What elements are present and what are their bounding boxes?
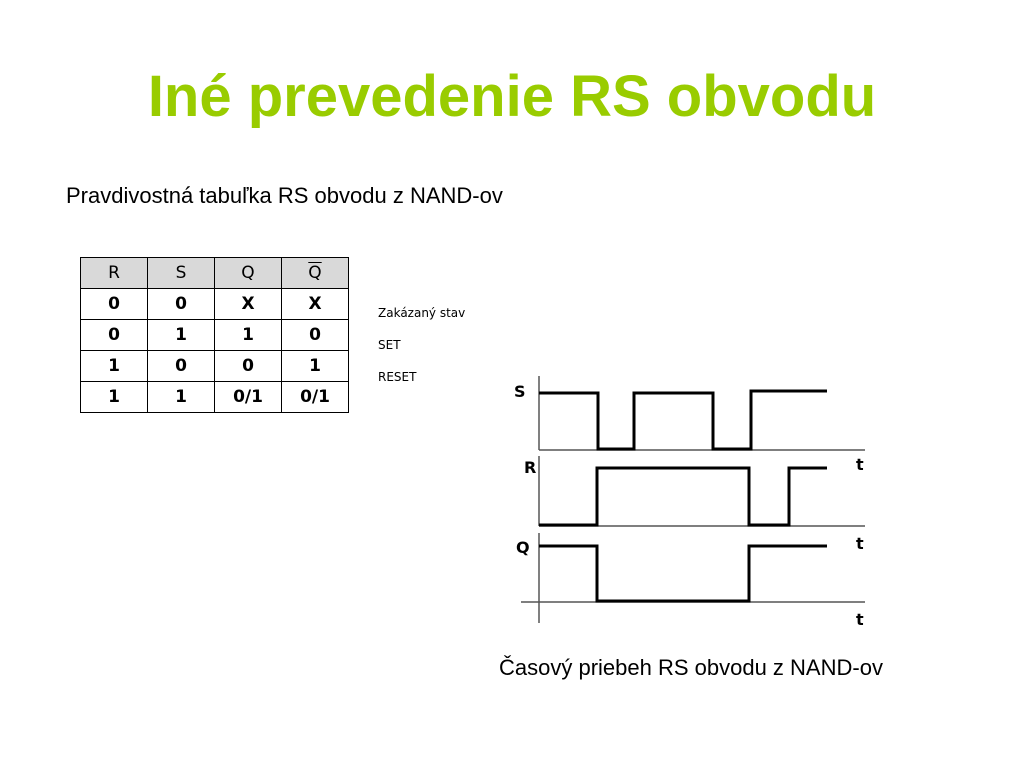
- table-cell: 1: [282, 351, 349, 382]
- signal-r-waveform: [539, 468, 827, 525]
- header-r: R: [81, 258, 148, 289]
- table-row: [81, 382, 349, 413]
- header-s: S: [148, 258, 215, 289]
- table-cell: X: [215, 289, 282, 320]
- table-cell: 1: [81, 382, 148, 413]
- signal-s-waveform: [539, 391, 827, 449]
- table-cell: 1: [148, 320, 215, 351]
- table-row: [81, 351, 349, 382]
- timing-diagram-caption: Časový priebeh RS obvodu z NAND-ov: [499, 655, 883, 680]
- table-row: [81, 289, 349, 320]
- table-row: [81, 320, 349, 351]
- truth-table-heading: Pravdivostná tabuľka RS obvodu z NAND-ov: [66, 183, 503, 208]
- truth-table: [80, 257, 349, 413]
- time-label-q: t: [856, 610, 864, 629]
- header-q-bar: $\overline{Q}$: [282, 258, 349, 289]
- table-cell: 0: [215, 351, 282, 382]
- table-cell: 0/1: [282, 382, 349, 413]
- timing-diagram: [505, 368, 875, 633]
- truth-table-header-row: [81, 258, 349, 289]
- slide-title: Iné prevedenie RS obvodu: [147, 64, 877, 129]
- signal-q-label: Q: [516, 538, 530, 557]
- note-reset: RESET: [378, 370, 417, 384]
- time-label-r: t: [856, 534, 864, 553]
- note-forbidden-state: Zakázaný stav: [378, 306, 466, 320]
- table-cell: 1: [215, 320, 282, 351]
- note-set: SET: [378, 338, 401, 352]
- table-cell: 0: [148, 289, 215, 320]
- table-cell: 0: [148, 351, 215, 382]
- signal-s-label: S: [514, 382, 526, 401]
- table-cell: 1: [148, 382, 215, 413]
- table-cell: 0: [81, 289, 148, 320]
- time-label-s: t: [856, 455, 864, 474]
- table-cell: 0: [282, 320, 349, 351]
- signal-q-waveform: [539, 546, 827, 601]
- table-cell: 0: [81, 320, 148, 351]
- signal-r-label: R: [524, 458, 537, 477]
- table-cell: 0/1: [215, 382, 282, 413]
- header-q: Q: [215, 258, 282, 289]
- table-cell: 1: [81, 351, 148, 382]
- table-cell: X: [282, 289, 349, 320]
